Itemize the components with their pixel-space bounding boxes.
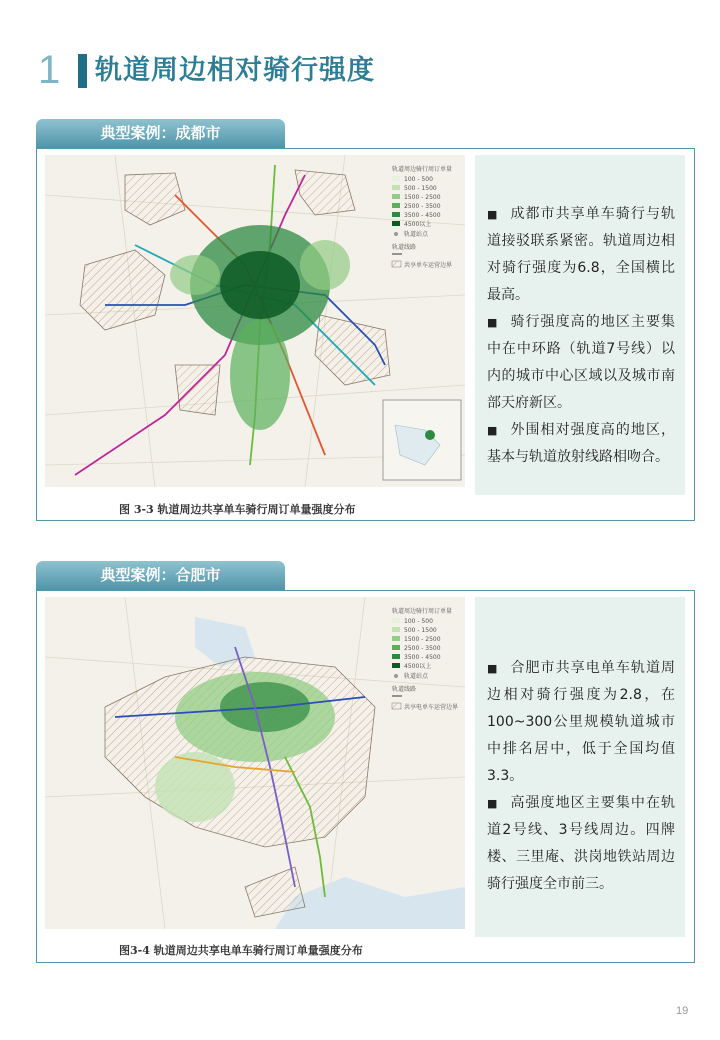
legend-boundary: 共享电单车运营边界 xyxy=(404,704,459,711)
legend-item: 1500 - 2500 xyxy=(404,636,441,643)
bullet-paragraph: ■ 成都市共享单车骑行与轨道接驳联系紧密。轨道周边相对骑行强度为6.8，全国横比最高。 xyxy=(487,206,675,303)
legend-item: 4500以上 xyxy=(404,221,432,228)
legend-item: 1500 - 2500 xyxy=(404,194,441,201)
case-frame-chengdu xyxy=(36,148,695,521)
legend-item: 2500 - 3500 xyxy=(404,645,441,652)
legend-item: 500 - 1500 xyxy=(404,185,437,192)
map-chengdu-svg xyxy=(45,155,465,487)
legend-title: 轨道周边骑行周订单量 xyxy=(392,608,453,615)
legend-line: 轨道线路 xyxy=(392,686,417,693)
section-bar xyxy=(78,54,87,88)
page-number: 19 xyxy=(676,1005,689,1017)
map-legend xyxy=(392,165,452,269)
legend-boundary: 共享单车运营边界 xyxy=(404,262,453,269)
bullet-paragraph: ■ 骑行强度高的地区主要集中在中环路（轨道7号线）以内的城市中心区域以及城市南部天府新区。 xyxy=(487,314,675,411)
legend-item: 2500 - 3500 xyxy=(404,203,441,210)
legend-station: 轨道站点 xyxy=(404,673,429,680)
map-hefei xyxy=(45,597,465,929)
legend-item: 500 - 1500 xyxy=(404,627,437,634)
legend-item: 3500 - 4500 xyxy=(404,654,441,661)
case-tab-hefei: 典型案例：合肥市 xyxy=(36,561,285,590)
text-box-hefei xyxy=(475,597,685,937)
legend-item: 100 - 500 xyxy=(404,176,433,183)
case-tab-chengdu: 典型案例：成都市 xyxy=(36,119,285,148)
figure-caption: 图3-4 轨道周边共享电单车骑行周订单量强度分布 xyxy=(119,944,363,957)
bullet-paragraph: ■ 合肥市共享电单车轨道周边相对骑行强度为2.8，在100~300公里规模轨道城市中排名居中，低于全国均值3.3。 xyxy=(487,660,675,784)
legend-item: 100 - 500 xyxy=(404,618,433,625)
case-frame-hefei xyxy=(36,590,695,963)
map-legend xyxy=(392,607,458,711)
map-hefei-svg xyxy=(45,597,465,929)
section-title: 轨道周边相对骑行强度 xyxy=(95,55,375,86)
legend-item: 3500 - 4500 xyxy=(404,212,441,219)
bullet-paragraph: ■ 高强度地区主要集中在轨道2号线、3号线周边。四牌楼、三里庵、洪岗地铁站周边骑行强度全市前三。 xyxy=(487,795,675,892)
figure-caption: 图 3-3 轨道周边共享单车骑行周订单量强度分布 xyxy=(119,503,356,516)
section-number: 1 xyxy=(38,48,61,92)
map-chengdu xyxy=(45,155,465,487)
legend-item: 4500以上 xyxy=(404,663,432,670)
inset-map xyxy=(383,400,461,480)
legend-station: 轨道站点 xyxy=(404,231,429,238)
bullet-paragraph: ■ 外围相对强度高的地区，基本与轨道放射线路相吻合。 xyxy=(487,422,675,465)
text-box-chengdu xyxy=(475,155,685,495)
legend-title: 轨道周边骑行周订单量 xyxy=(392,166,453,173)
legend-line: 轨道线路 xyxy=(392,244,417,251)
